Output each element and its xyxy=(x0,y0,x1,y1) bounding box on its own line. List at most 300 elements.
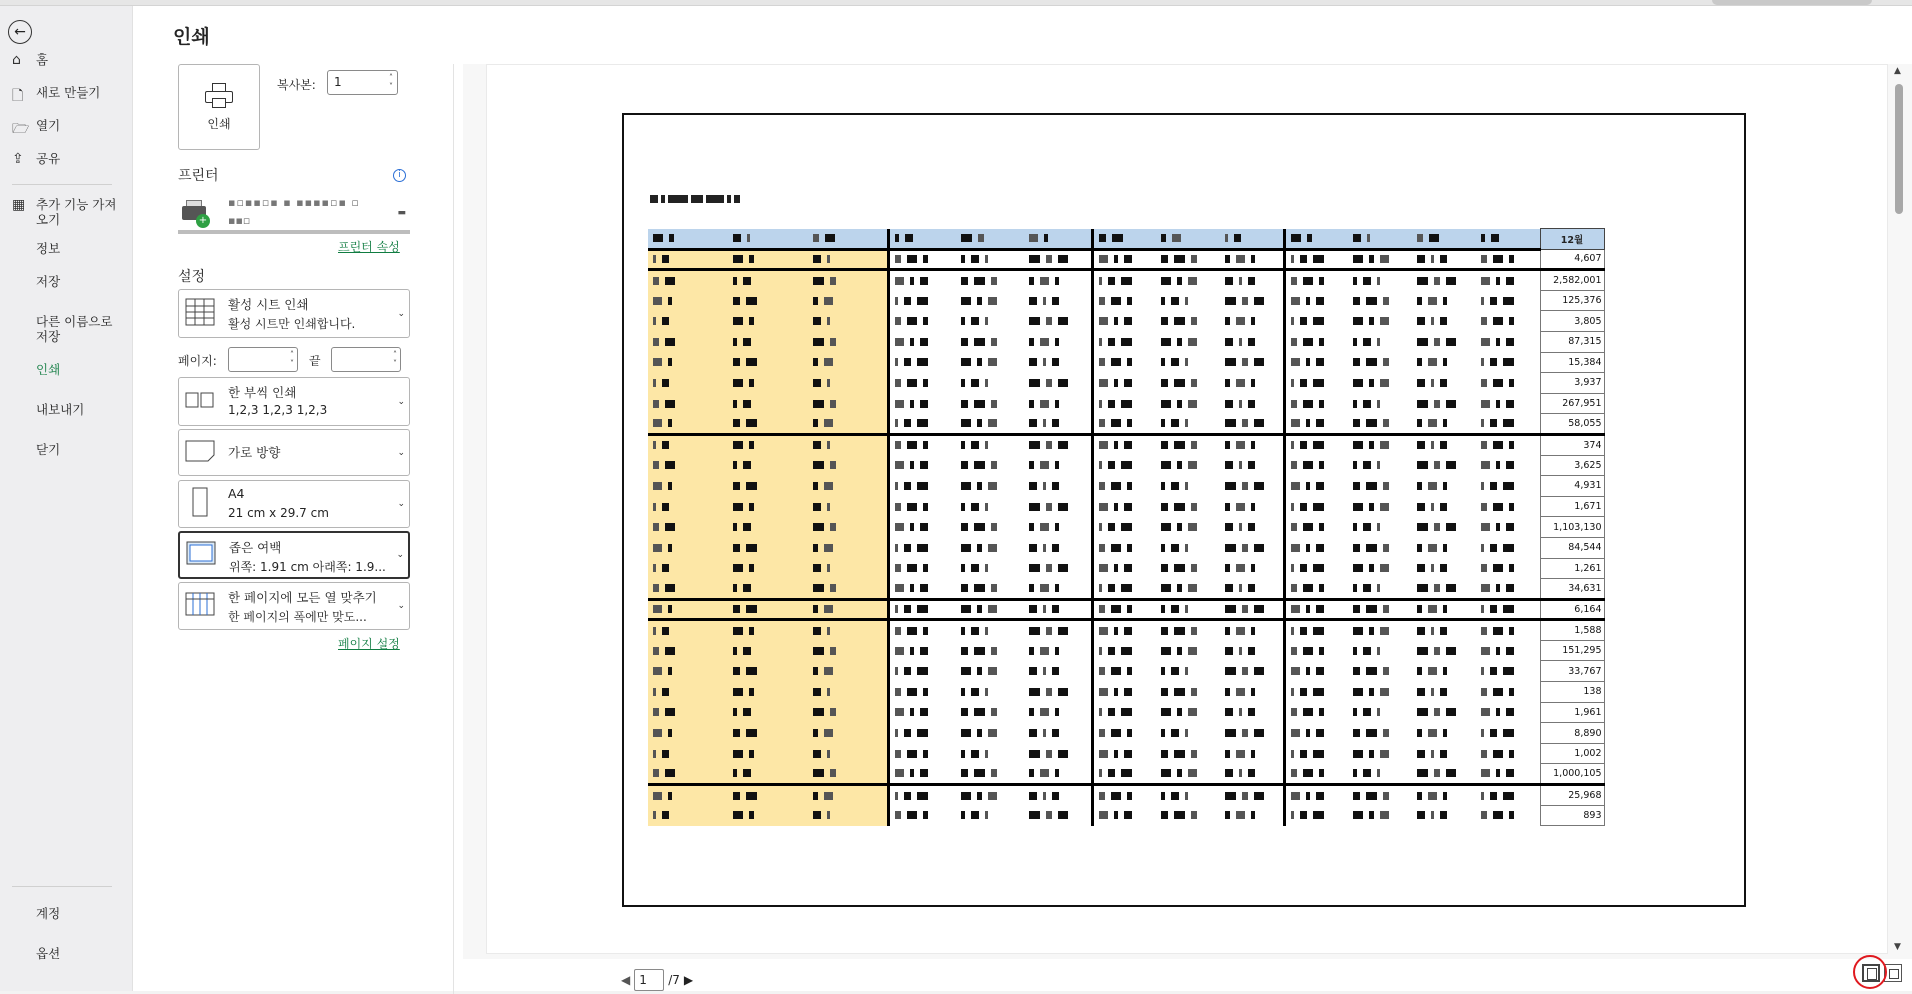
dropdown-title: 한 페이지에 모든 열 맞추기 xyxy=(228,590,377,605)
sidebar-item-label: 저장 xyxy=(36,274,61,289)
month-value: 25,968 xyxy=(1540,785,1604,806)
cell-redacted xyxy=(808,558,888,579)
cell-redacted xyxy=(1476,270,1540,291)
cell-redacted xyxy=(728,599,808,620)
cell-redacted xyxy=(956,640,1024,661)
cell-redacted xyxy=(1156,579,1220,600)
sidebar-item-open[interactable] xyxy=(0,118,133,151)
cell-redacted xyxy=(648,537,728,558)
sidebar-item-addins[interactable] xyxy=(0,197,133,241)
cell-redacted xyxy=(808,805,888,826)
table-row xyxy=(648,764,1604,785)
cell-redacted xyxy=(1220,702,1284,723)
cell-redacted xyxy=(956,702,1024,723)
document-title-redacted xyxy=(650,188,810,200)
dropdown-subtitle: 1,2,3 1,2,3 1,2,3 xyxy=(228,403,328,417)
cell-redacted xyxy=(1284,393,1348,414)
print-button[interactable] xyxy=(178,64,260,150)
cell-redacted xyxy=(888,496,956,517)
cell-redacted xyxy=(1024,455,1092,476)
cell-redacted xyxy=(1024,270,1092,291)
cell-redacted xyxy=(648,723,728,744)
page-title: 인쇄 xyxy=(173,26,210,48)
cell-redacted xyxy=(1220,599,1284,620)
printer-select[interactable] xyxy=(178,192,410,234)
cell-redacted xyxy=(888,785,956,806)
cell-redacted xyxy=(1024,414,1092,435)
home-icon: ⌂ xyxy=(12,52,21,68)
cell-redacted xyxy=(1284,620,1348,641)
cell-redacted xyxy=(1024,640,1092,661)
cell-redacted xyxy=(1024,764,1092,785)
cell-redacted xyxy=(1476,620,1540,641)
sidebar-item-label: 닫기 xyxy=(36,442,61,457)
month-value: 15,384 xyxy=(1540,352,1604,373)
month-value: 2,582,001 xyxy=(1540,270,1604,291)
orientation-dropdown[interactable] xyxy=(178,429,410,476)
printer-properties-link[interactable]: 프린터 속성 xyxy=(338,240,400,254)
cell-redacted xyxy=(1092,640,1156,661)
cell-redacted xyxy=(1412,682,1476,703)
cell-redacted xyxy=(1092,558,1156,579)
cell-redacted xyxy=(808,743,888,764)
cell-redacted xyxy=(1348,270,1412,291)
cell-redacted xyxy=(1284,640,1348,661)
chevron-down-icon: ⌄ xyxy=(397,447,405,458)
cell-redacted xyxy=(1348,579,1412,600)
cell-redacted xyxy=(1220,496,1284,517)
cell-redacted xyxy=(1284,785,1348,806)
cell-redacted xyxy=(1156,764,1220,785)
cell-redacted xyxy=(808,517,888,538)
cell-redacted xyxy=(648,434,728,455)
cell-redacted xyxy=(1220,331,1284,352)
sidebar-item-save[interactable] xyxy=(0,274,133,314)
header-cell-redacted xyxy=(1284,229,1348,250)
margins-icon xyxy=(186,541,216,569)
table-row xyxy=(648,579,1604,600)
copies-stepper[interactable] xyxy=(327,70,398,95)
cell-redacted xyxy=(1284,661,1348,682)
cell-redacted xyxy=(888,434,956,455)
cell-redacted xyxy=(1412,723,1476,744)
cell-redacted xyxy=(1284,517,1348,538)
cell-redacted xyxy=(1348,496,1412,517)
cell-redacted xyxy=(1476,805,1540,826)
cell-redacted xyxy=(956,414,1024,435)
month-value: 3,625 xyxy=(1540,455,1604,476)
cell-redacted xyxy=(1348,455,1412,476)
cell-redacted xyxy=(648,290,728,311)
table-row xyxy=(648,661,1604,682)
cell-redacted xyxy=(1476,537,1540,558)
cell-redacted xyxy=(808,393,888,414)
cell-redacted xyxy=(1024,476,1092,497)
cell-redacted xyxy=(1284,373,1348,394)
cell-redacted xyxy=(956,579,1024,600)
cell-redacted xyxy=(1092,393,1156,414)
spinner-arrows-icon[interactable]: ˄ ˅ xyxy=(389,73,393,91)
table-row xyxy=(648,517,1604,538)
cell-redacted xyxy=(728,393,808,414)
cell-redacted xyxy=(648,805,728,826)
title-bar-decoration xyxy=(1712,0,1872,5)
cell-redacted xyxy=(1156,434,1220,455)
table-row xyxy=(648,496,1604,517)
table-row xyxy=(648,537,1604,558)
cell-redacted xyxy=(1284,579,1348,600)
cell-redacted xyxy=(1092,270,1156,291)
cell-redacted xyxy=(1476,434,1540,455)
cell-redacted xyxy=(1220,558,1284,579)
sidebar-item-print[interactable] xyxy=(0,362,133,402)
cell-redacted xyxy=(1476,723,1540,744)
cell-redacted xyxy=(888,620,956,641)
table-row xyxy=(648,640,1604,661)
cell-redacted xyxy=(648,393,728,414)
cell-redacted xyxy=(1348,620,1412,641)
cell-redacted xyxy=(1220,434,1284,455)
cell-redacted xyxy=(888,455,956,476)
previous-page-icon[interactable]: ◀ xyxy=(621,973,631,987)
spinner-arrows-icon[interactable]: ˄ ˅ xyxy=(393,350,397,368)
chevron-down-icon: ⌄ xyxy=(397,499,405,509)
scroll-down-icon[interactable]: ▼ xyxy=(1894,942,1901,952)
cell-redacted xyxy=(956,455,1024,476)
cell-redacted xyxy=(1220,661,1284,682)
cell-redacted xyxy=(1476,517,1540,538)
cell-redacted xyxy=(888,743,956,764)
header-cell-redacted xyxy=(808,229,888,250)
cell-redacted xyxy=(808,723,888,744)
cell-redacted xyxy=(1092,785,1156,806)
cell-redacted xyxy=(1348,311,1412,332)
cell-redacted xyxy=(808,373,888,394)
month-value: 374 xyxy=(1540,434,1604,455)
printer-ready-icon: + xyxy=(182,200,212,228)
settings-heading: 설정 xyxy=(178,269,206,285)
cell-redacted xyxy=(808,599,888,620)
cell-redacted xyxy=(888,599,956,620)
cell-redacted xyxy=(1220,640,1284,661)
cell-redacted xyxy=(728,558,808,579)
cell-redacted xyxy=(1476,764,1540,785)
page-setup-link[interactable]: 페이지 설정 xyxy=(338,637,400,651)
cell-redacted xyxy=(1156,414,1220,435)
cell-redacted xyxy=(648,764,728,785)
cell-redacted xyxy=(888,661,956,682)
paper-size-dropdown[interactable] xyxy=(178,480,410,528)
cell-redacted xyxy=(648,579,728,600)
header-cell-redacted xyxy=(1220,229,1284,250)
cell-redacted xyxy=(1024,805,1092,826)
cell-redacted xyxy=(1092,599,1156,620)
cell-redacted xyxy=(1476,290,1540,311)
cell-redacted xyxy=(648,620,728,641)
cell-redacted xyxy=(1412,599,1476,620)
cell-redacted xyxy=(1092,620,1156,641)
cell-redacted xyxy=(1348,476,1412,497)
folder-open-icon: 🗁 xyxy=(12,121,30,137)
cell-redacted xyxy=(1284,414,1348,435)
sidebar-item-info[interactable] xyxy=(0,241,133,274)
share-icon: ⇪ xyxy=(12,151,24,167)
cell-redacted xyxy=(956,496,1024,517)
month-value: 58,055 xyxy=(1540,414,1604,435)
cell-redacted xyxy=(1348,393,1412,414)
current-page-input[interactable]: 1 xyxy=(634,969,664,991)
spinner-arrows-icon[interactable]: ˄ ˅ xyxy=(290,350,294,368)
sidebar-item-label: 인쇄 xyxy=(36,362,61,377)
cell-redacted xyxy=(1348,352,1412,373)
dropdown-title: 활성 시트 인쇄 xyxy=(228,297,309,312)
cell-redacted xyxy=(1412,743,1476,764)
header-cell-redacted xyxy=(1024,229,1092,250)
cell-redacted xyxy=(1348,702,1412,723)
next-page-icon[interactable]: ▶ xyxy=(683,973,694,987)
cell-redacted xyxy=(1412,785,1476,806)
cell-redacted xyxy=(728,764,808,785)
cell-redacted xyxy=(1092,517,1156,538)
cell-redacted xyxy=(956,373,1024,394)
cell-redacted xyxy=(1220,373,1284,394)
month-value: 3,937 xyxy=(1540,373,1604,394)
cell-redacted xyxy=(648,414,728,435)
cell-redacted xyxy=(1024,517,1092,538)
cell-redacted xyxy=(1220,290,1284,311)
printer-icon xyxy=(205,83,233,109)
cell-redacted xyxy=(1476,579,1540,600)
print-scope-dropdown[interactable] xyxy=(178,289,410,338)
cell-redacted xyxy=(1092,373,1156,394)
cell-redacted xyxy=(1092,805,1156,826)
cell-redacted xyxy=(1412,476,1476,497)
cell-redacted xyxy=(1156,640,1220,661)
header-cell-redacted xyxy=(1092,229,1156,250)
cell-redacted xyxy=(648,496,728,517)
cell-redacted xyxy=(808,620,888,641)
cell-redacted xyxy=(1220,352,1284,373)
collate-dropdown[interactable] xyxy=(178,377,410,426)
chevron-down-icon: ▬ xyxy=(397,208,406,218)
scroll-up-icon[interactable]: ▲ xyxy=(1894,66,1901,76)
fit-columns-icon xyxy=(185,592,215,620)
cell-redacted xyxy=(648,373,728,394)
sidebar-divider xyxy=(12,184,112,185)
landscape-page-icon xyxy=(185,440,215,466)
cell-redacted xyxy=(1284,249,1348,270)
page-to-label: 끝 xyxy=(309,354,321,368)
cell-redacted xyxy=(1156,373,1220,394)
header-cell-redacted xyxy=(1156,229,1220,250)
info-icon[interactable]: i xyxy=(393,169,406,182)
cell-redacted xyxy=(1024,723,1092,744)
cell-redacted xyxy=(956,476,1024,497)
table-row xyxy=(648,743,1604,764)
cell-redacted xyxy=(888,640,956,661)
sidebar-item-new[interactable] xyxy=(0,85,133,118)
print-button-label: 인쇄 xyxy=(207,116,231,131)
cell-redacted xyxy=(956,290,1024,311)
cell-redacted xyxy=(888,373,956,394)
cell-redacted xyxy=(1412,661,1476,682)
cell-redacted xyxy=(1284,805,1348,826)
cell-redacted xyxy=(1220,517,1284,538)
scroll-thumb[interactable] xyxy=(1895,84,1903,214)
preview-scrollbar[interactable] xyxy=(1892,66,1906,956)
cell-redacted xyxy=(956,352,1024,373)
backstage-sidebar xyxy=(0,6,133,991)
cell-redacted xyxy=(1220,311,1284,332)
month-value: 1,000,105 xyxy=(1540,764,1604,785)
cell-redacted xyxy=(1412,455,1476,476)
cell-redacted xyxy=(1092,723,1156,744)
sidebar-nav-2 xyxy=(0,197,133,475)
cell-redacted xyxy=(728,517,808,538)
cell-redacted xyxy=(1156,620,1220,641)
cell-redacted xyxy=(1024,579,1092,600)
dropdown-subtitle: 위쪽: 1.91 cm 아래쪽: 1.9... xyxy=(229,560,386,574)
cell-redacted xyxy=(1284,537,1348,558)
month-value: 33,767 xyxy=(1540,661,1604,682)
table-row xyxy=(648,702,1604,723)
cell-redacted xyxy=(1024,661,1092,682)
table-row xyxy=(648,558,1604,579)
cell-redacted xyxy=(648,311,728,332)
cell-redacted xyxy=(1476,682,1540,703)
cell-redacted xyxy=(1348,599,1412,620)
cell-redacted xyxy=(1284,599,1348,620)
cell-redacted xyxy=(1476,373,1540,394)
cell-redacted xyxy=(808,476,888,497)
cell-redacted xyxy=(1412,537,1476,558)
cell-redacted xyxy=(1476,331,1540,352)
month-value: 151,295 xyxy=(1540,640,1604,661)
new-file-icon: 🗋 xyxy=(12,88,24,104)
cell-redacted xyxy=(1348,558,1412,579)
page-to-input[interactable] xyxy=(331,347,401,372)
addins-icon: ▦ xyxy=(12,197,26,213)
cell-redacted xyxy=(648,702,728,723)
printer-status-redacted: ▪▪▫ xyxy=(228,214,251,227)
month-value: 1,103,130 xyxy=(1540,517,1604,538)
cell-redacted xyxy=(1348,764,1412,785)
chevron-down-icon: ⌄ xyxy=(397,396,405,407)
scaling-dropdown[interactable] xyxy=(178,582,410,630)
cell-redacted xyxy=(1092,414,1156,435)
cell-redacted xyxy=(728,290,808,311)
sidebar-item-share[interactable] xyxy=(0,151,133,184)
cell-redacted xyxy=(648,640,728,661)
page-from-input[interactable] xyxy=(228,347,298,372)
print-panel xyxy=(133,6,1912,991)
sidebar-nav xyxy=(0,52,133,184)
sidebar-item-label: 계정 xyxy=(36,906,61,921)
cell-redacted xyxy=(1220,805,1284,826)
table-row xyxy=(648,352,1604,373)
table-row xyxy=(648,434,1604,455)
cell-redacted xyxy=(1348,743,1412,764)
cell-redacted xyxy=(1412,640,1476,661)
sidebar-item-account[interactable] xyxy=(0,906,133,946)
cell-redacted xyxy=(1348,331,1412,352)
month-value: 34,631 xyxy=(1540,579,1604,600)
cell-redacted xyxy=(1156,331,1220,352)
sidebar-item-close[interactable] xyxy=(0,442,133,475)
chevron-down-icon: ⌄ xyxy=(397,308,405,319)
dropdown-title: 한 부씩 인쇄 xyxy=(228,385,297,400)
table-row xyxy=(648,290,1604,311)
cell-redacted xyxy=(1156,496,1220,517)
cell-redacted xyxy=(1024,393,1092,414)
month-value: 3,805 xyxy=(1540,311,1604,332)
page-total: /7 xyxy=(668,973,680,987)
sidebar-item-home[interactable] xyxy=(0,52,133,85)
header-cell-redacted xyxy=(1412,229,1476,250)
printer-heading: 프린터 xyxy=(178,168,219,184)
sidebar-item-options[interactable] xyxy=(0,946,133,979)
cell-redacted xyxy=(1024,743,1092,764)
cell-redacted xyxy=(808,785,888,806)
table-row xyxy=(648,373,1604,394)
cell-redacted xyxy=(1412,702,1476,723)
cell-redacted xyxy=(1156,476,1220,497)
cell-redacted xyxy=(956,661,1024,682)
cell-redacted xyxy=(1284,723,1348,744)
cell-redacted xyxy=(728,373,808,394)
dropdown-title: 가로 방향 xyxy=(228,445,281,460)
paper-icon xyxy=(185,487,215,521)
month-value: 1,588 xyxy=(1540,620,1604,641)
cell-redacted xyxy=(808,640,888,661)
cell-redacted xyxy=(1220,682,1284,703)
cell-redacted xyxy=(1156,599,1220,620)
cell-redacted xyxy=(728,682,808,703)
cell-redacted xyxy=(1476,249,1540,270)
sidebar-item-label: 정보 xyxy=(36,241,61,256)
cell-redacted xyxy=(1348,249,1412,270)
cell-redacted xyxy=(1348,785,1412,806)
cell-redacted xyxy=(1024,352,1092,373)
sidebar-item-save-as[interactable] xyxy=(0,314,133,362)
cell-redacted xyxy=(648,743,728,764)
sidebar-item-export[interactable] xyxy=(0,402,133,442)
sidebar-divider xyxy=(12,886,112,887)
cell-redacted xyxy=(1412,290,1476,311)
chevron-down-icon: ⌄ xyxy=(396,550,404,560)
cell-redacted xyxy=(648,249,728,270)
header-cell-redacted xyxy=(1476,229,1540,250)
cell-redacted xyxy=(956,805,1024,826)
cell-redacted xyxy=(1220,270,1284,291)
cell-redacted xyxy=(1412,517,1476,538)
cell-redacted xyxy=(888,249,956,270)
table-row xyxy=(648,723,1604,744)
sidebar-item-label: 새로 만들기 xyxy=(36,85,101,100)
cell-redacted xyxy=(1348,517,1412,538)
cell-redacted xyxy=(1412,373,1476,394)
collate-icon xyxy=(185,392,215,412)
margins-dropdown[interactable] xyxy=(178,531,410,579)
cell-redacted xyxy=(648,455,728,476)
cell-redacted xyxy=(1092,682,1156,703)
back-arrow-icon[interactable]: ← xyxy=(8,20,32,44)
preview-spreadsheet xyxy=(648,228,1605,826)
cell-redacted xyxy=(728,785,808,806)
cell-redacted xyxy=(1220,743,1284,764)
cell-redacted xyxy=(956,311,1024,332)
cell-redacted xyxy=(888,331,956,352)
